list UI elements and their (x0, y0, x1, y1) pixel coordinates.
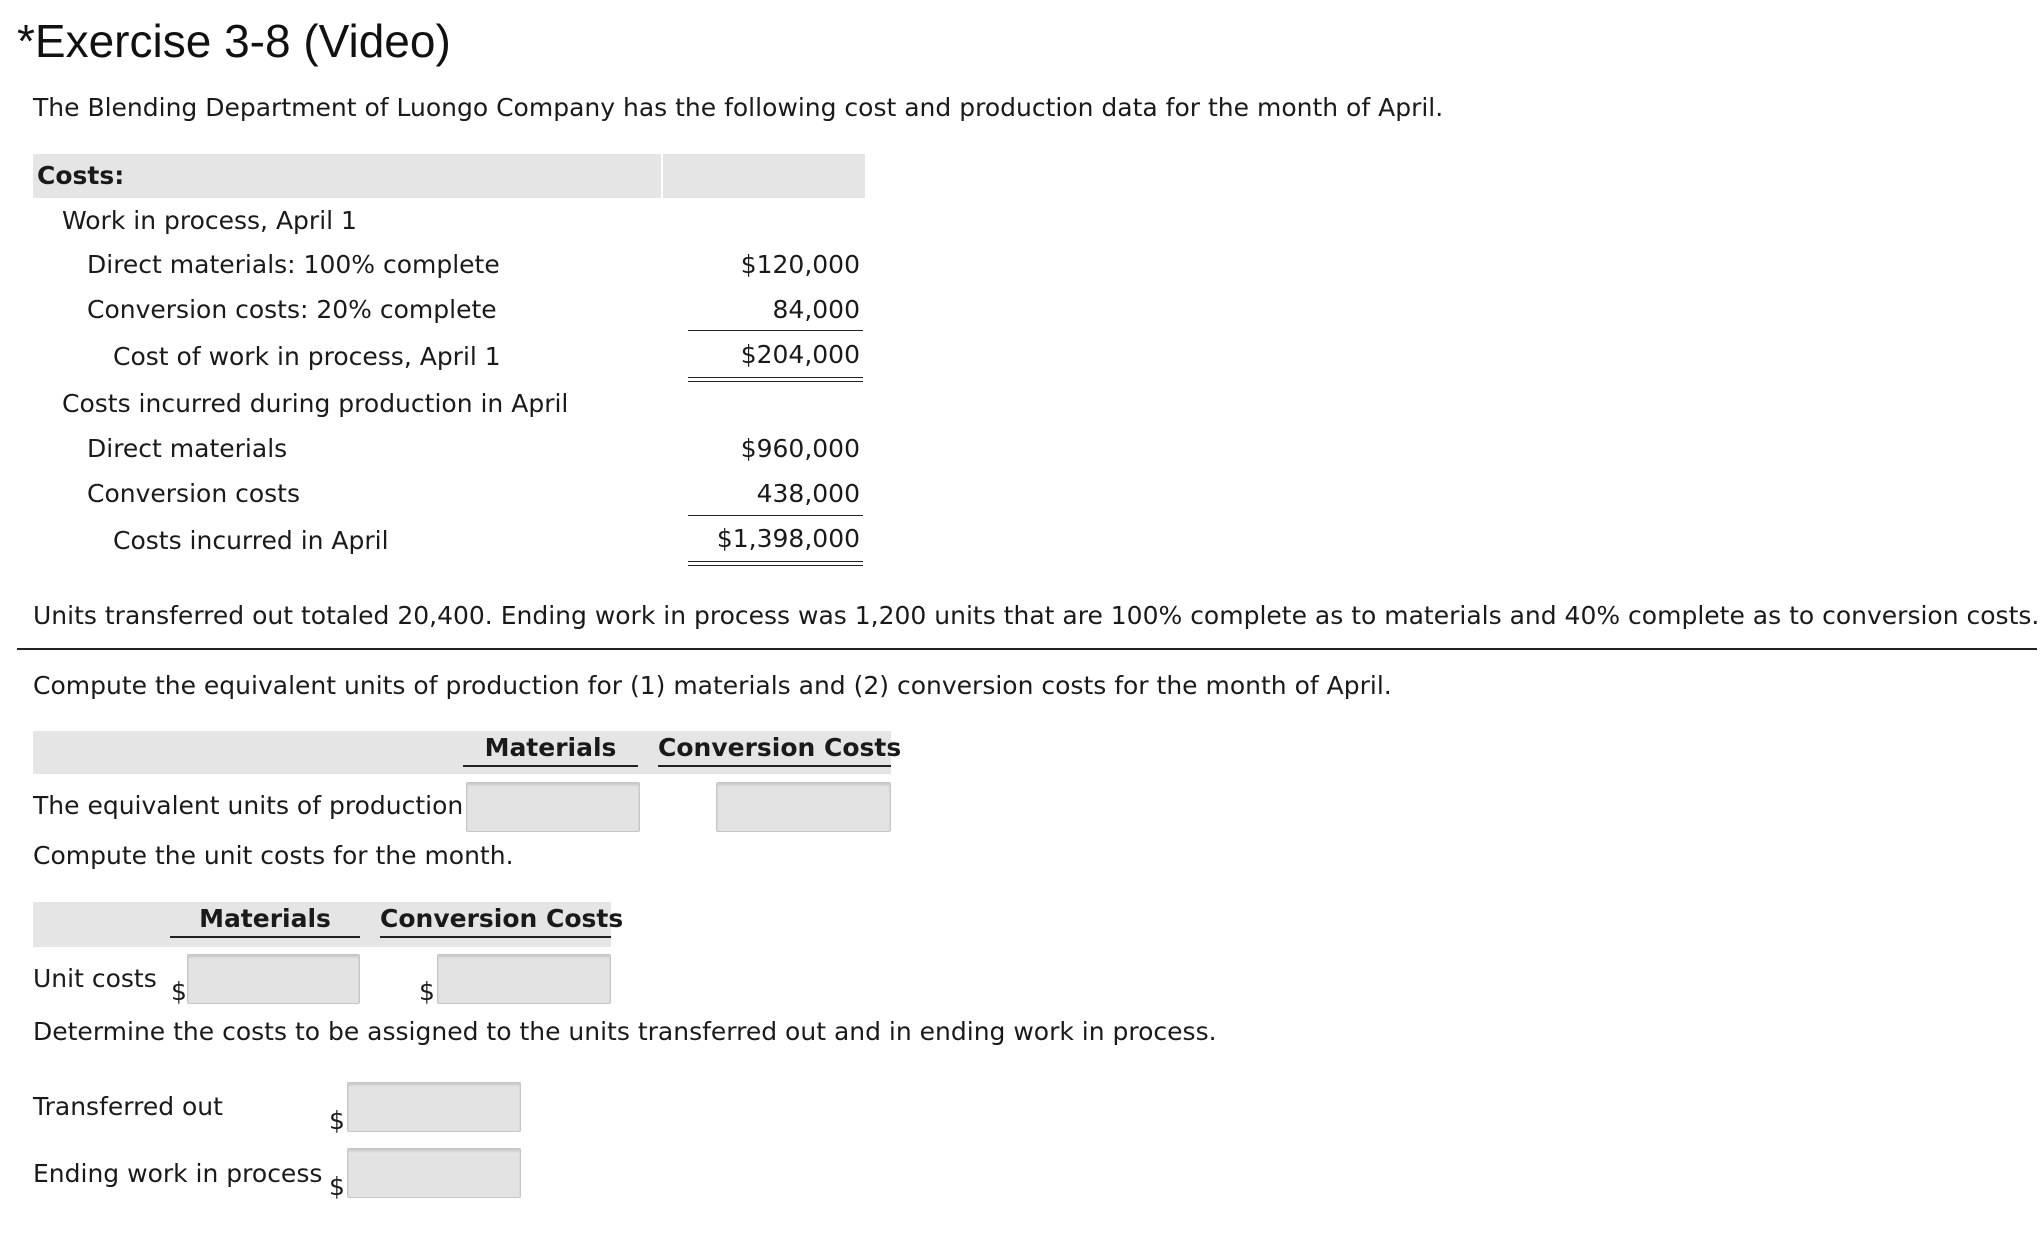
unit-cost-materials-input[interactable] (187, 954, 360, 1004)
costs-row-value: $204,000 (740, 340, 860, 369)
costs-header-band-right (663, 154, 865, 198)
costs-header-band (33, 154, 661, 198)
costs-row-value: $1,398,000 (716, 524, 860, 553)
q2-prompt: Compute the unit costs for the month. (33, 841, 514, 870)
costs-row-value: $960,000 (740, 434, 860, 463)
page-title: *Exercise 3-8 (Video) (17, 15, 451, 67)
intro-text: The Blending Department of Luongo Company has the following cost and production data for the month of April. (33, 93, 1444, 122)
q1-col-materials: Materials (463, 733, 638, 767)
costs-header: Costs: (37, 161, 125, 190)
ending-wip-label: Ending work in process (33, 1159, 323, 1188)
total-double-rule (688, 561, 863, 566)
costs-row-label: Costs incurred in April (113, 526, 389, 555)
currency-symbol: $ (329, 1106, 345, 1135)
q2-col-conversion: Conversion Costs (380, 904, 611, 938)
costs-row-value: $120,000 (740, 250, 860, 279)
costs-row-value: 84,000 (772, 295, 860, 324)
equivalent-units-conversion-input[interactable] (716, 782, 891, 832)
costs-row-label: Cost of work in process, April 1 (113, 342, 501, 371)
costs-row-label: Work in process, April 1 (62, 206, 357, 235)
q1-row-label: The equivalent units of production (33, 791, 464, 820)
currency-symbol: $ (329, 1172, 345, 1201)
q1-prompt: Compute the equivalent units of production for (1) materials and (2) conversion costs for the month of April. (33, 671, 1392, 700)
total-double-rule (688, 377, 863, 382)
transferred-out-input[interactable] (347, 1082, 521, 1132)
units-note: Units transferred out totaled 20,400. Ending work in process was 1,200 units that are 100% complete as to materials and 40% complete as to conversion costs. (33, 601, 2040, 630)
transferred-out-label: Transferred out (33, 1092, 223, 1121)
currency-symbol: $ (171, 977, 187, 1006)
section-divider (17, 648, 2037, 650)
equivalent-units-materials-input[interactable] (466, 782, 640, 832)
ending-wip-input[interactable] (347, 1148, 521, 1198)
q2-row-label: Unit costs (33, 964, 157, 993)
costs-row-label: Direct materials: 100% complete (87, 250, 500, 279)
subtotal-rule (688, 330, 863, 331)
q3-prompt: Determine the costs to be assigned to the units transferred out and in ending work in process. (33, 1017, 1217, 1046)
costs-row-label: Conversion costs (87, 479, 301, 508)
q1-col-conversion: Conversion Costs (658, 733, 891, 767)
subtotal-rule (688, 515, 863, 516)
costs-row-label: Costs incurred during production in April (62, 389, 569, 418)
q2-col-materials: Materials (170, 904, 360, 938)
costs-row-value: 438,000 (756, 479, 860, 508)
unit-cost-conversion-input[interactable] (437, 954, 611, 1004)
costs-row-label: Conversion costs: 20% complete (87, 295, 497, 324)
currency-symbol: $ (419, 977, 435, 1006)
costs-row-label: Direct materials (87, 434, 288, 463)
